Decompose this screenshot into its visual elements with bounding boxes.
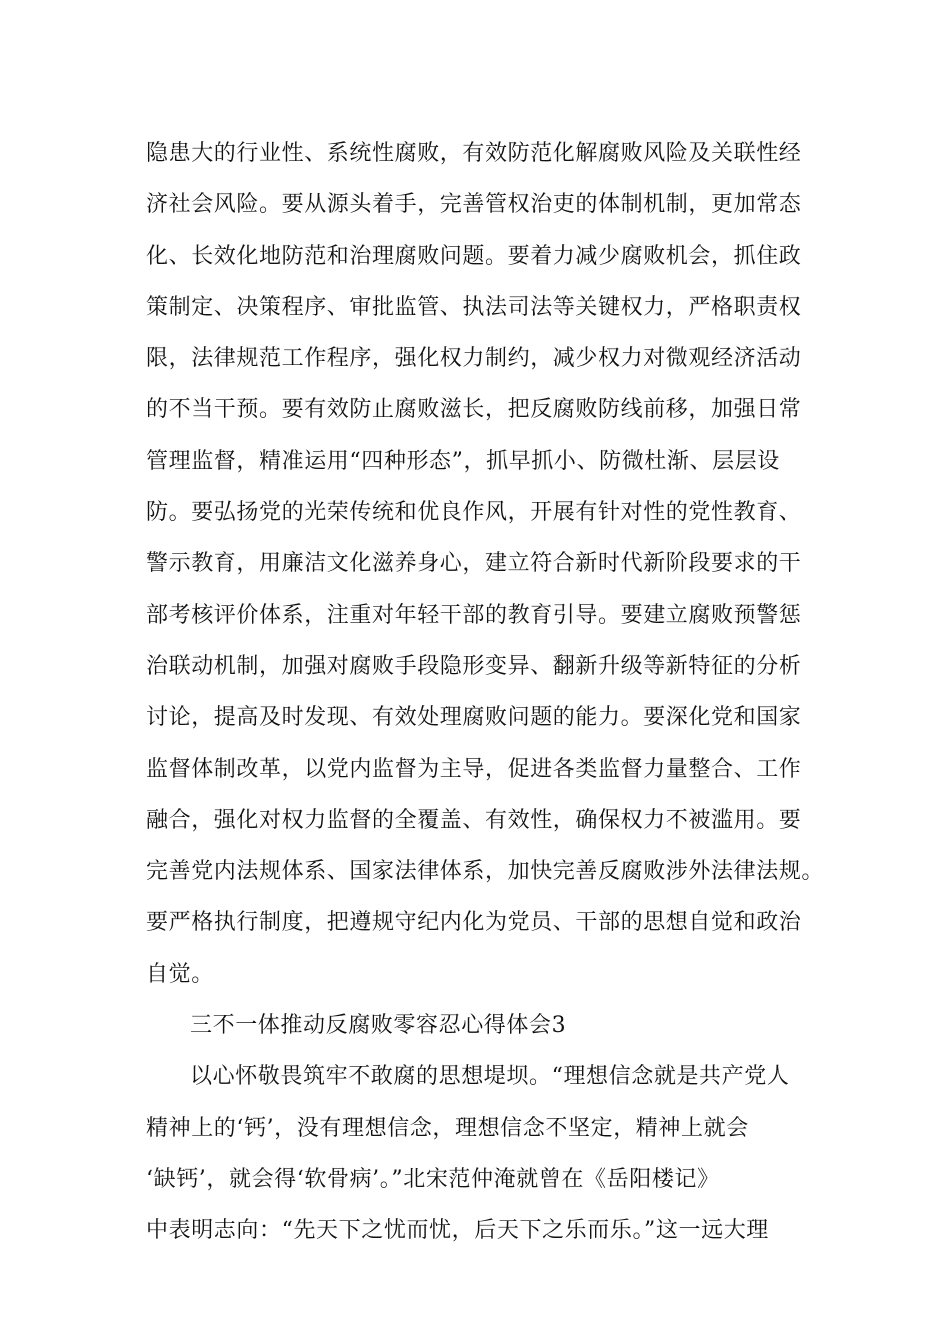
- paragraph-line: 自觉。: [146, 961, 214, 987]
- paragraph-line: 济社会风险。要从源头着手，完善管权治吏的体制机制，更加常态: [146, 192, 802, 218]
- paragraph-line-indented: 三不一体推动反腐败零容忍心得体会3: [190, 1013, 567, 1039]
- paragraph-line: 讨论，提高及时发现、有效处理腐败问题的能力。要深化党和国家: [146, 705, 802, 731]
- paragraph-line: 管理监督，精准运用“四种形态”，抓早抓小、防微杜渐、层层设: [146, 448, 780, 474]
- paragraph-line: 部考核评价体系，注重对年轻干部的教育引导。要建立腐败预警惩: [146, 602, 802, 628]
- paragraph-line: 中表明志向：“先天下之忧而忧，后天下之乐而乐。”这一远大理: [146, 1218, 769, 1244]
- paragraph-line: ‘缺钙’，就会得‘软骨病’。”北宋范仲淹就曾在《岳阳楼记》: [146, 1166, 720, 1192]
- paragraph-line: 限，法律规范工作程序，强化权力制约，减少权力对微观经济活动: [146, 346, 802, 372]
- paragraph-line: 治联动机制，加强对腐败手段隐形变异、翻新升级等新特征的分析: [146, 653, 802, 679]
- document-body: [146, 128, 836, 1257]
- paragraph-line: 警示教育，用廉洁文化滋养身心，建立符合新时代新阶段要求的干: [146, 551, 802, 577]
- paragraph-line: 监督体制改革，以党内监督为主导，促进各类监督力量整合、工作: [146, 756, 802, 782]
- paragraph-line-indented: 以心怀敬畏筑牢不敢腐的思想堤坝。“理想信念就是共产党人: [190, 1064, 790, 1090]
- paragraph-line: 化、长效化地防范和治理腐败问题。要着力减少腐败机会，抓住政: [146, 243, 802, 269]
- paragraph-line: 隐患大的行业性、系统性腐败，有效防范化解腐败风险及关联性经: [146, 141, 802, 166]
- paragraph-line: 融合，强化对权力监督的全覆盖、有效性，确保权力不被滥用。要: [146, 807, 802, 833]
- paragraph-line: 防。要弘扬党的光荣传统和优良作风，开展有针对性的党性教育、: [146, 500, 802, 526]
- paragraph-line: 要严格执行制度，把遵规守纪内化为党员、干部的思想自觉和政治: [146, 910, 802, 936]
- paragraph-line: 策制定、决策程序、审批监管、执法司法等关键权力，严格职责权: [146, 294, 802, 320]
- paragraph-line: 精神上的‘钙’，没有理想信念，理想信念不坚定，精神上就会: [146, 1115, 749, 1141]
- paragraph-line: 完善党内法规体系、国家法律体系，加快完善反腐败涉外法律法规。: [146, 859, 825, 885]
- paragraph-line: 的不当干预。要有效防止腐败滋长，把反腐败防线前移，加强日常: [146, 397, 802, 423]
